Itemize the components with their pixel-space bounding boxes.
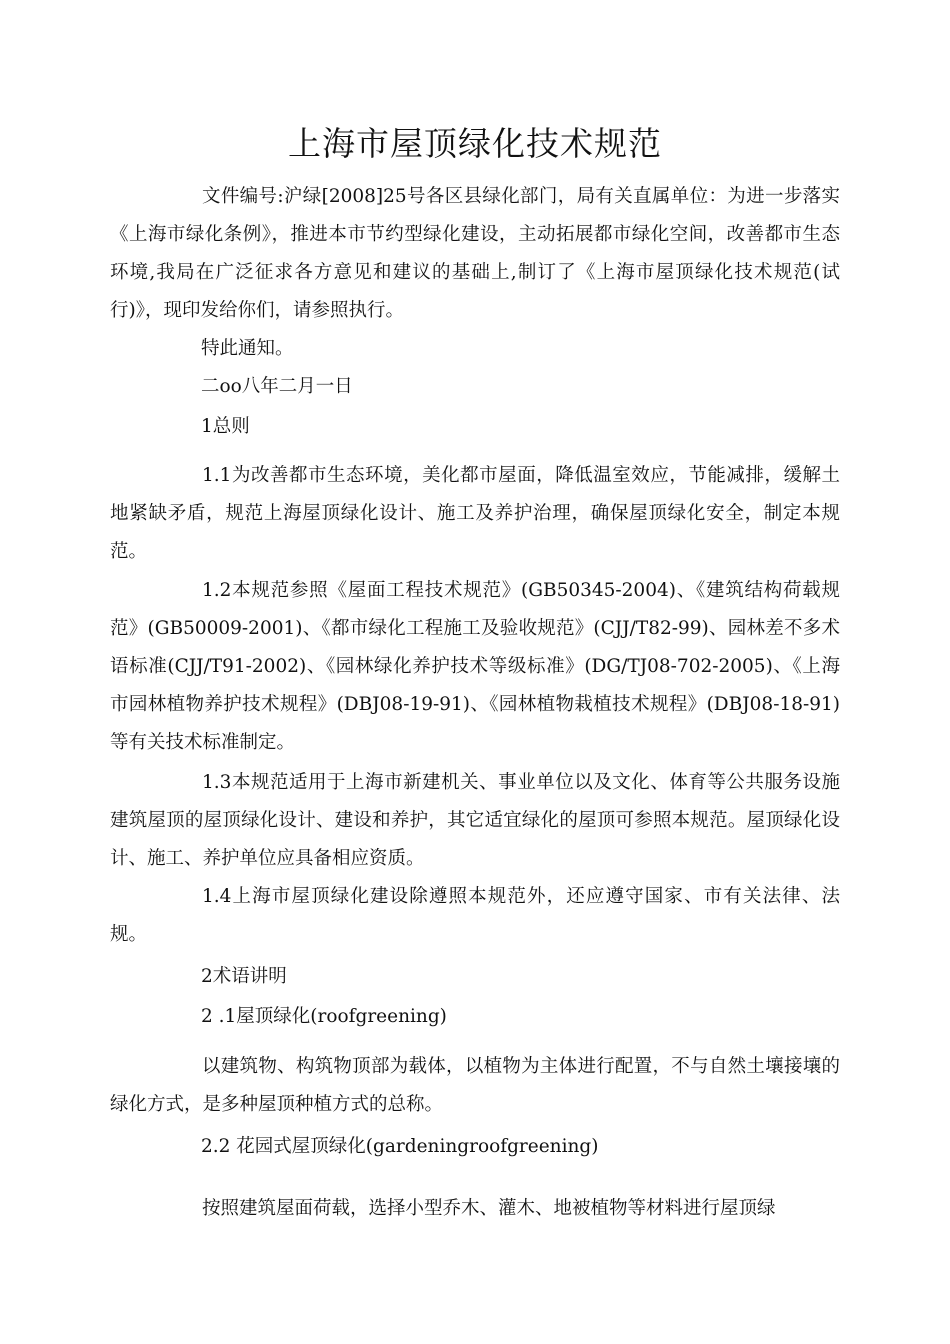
definition-2-1: 以建筑物、构筑物顶部为载体，以植物为主体进行配置，不与自然土壤接壤的绿化方式，是多种屋顶种植方式的总称。 (110, 1056, 840, 1115)
term-2-2: 2.2 花园式屋顶绿化(gardeningroofgreening) (201, 1136, 599, 1157)
document-title: 上海市屋顶绿化技术规范 (288, 124, 662, 163)
definition-2-2: 按照建筑屋面荷载，选择小型乔木、灌木、地被植物等材料进行屋顶绿 (202, 1198, 776, 1219)
paragraph-1-3: 1.3本规范适用于上海市新建机关、事业单位以及文化、体育等公共服务设施建筑屋顶的屋顶绿化设计、建设和养护，其它适宜绿化的屋顶可参照本规范。屋顶绿化设计、施工、养护单位应具备相应资质。 (110, 772, 840, 869)
section-2-heading: 2术语讲明 (201, 966, 287, 987)
date-line: 二oo八年二月一日 (201, 376, 353, 397)
intro-paragraph: 文件编号:沪绿[2008]25号各区县绿化部门，局有关直属单位：为进一步落实《上海市绿化条例》，推进本市节约型绿化建设，主动拓展都市绿化空间，改善都市生态环境,我局在广泛征求各方意见和建议的基础上,制订了《上海市屋顶绿化技术规范(试行)》，现印发给你们，请参照执行。 (110, 186, 840, 321)
section-1-heading: 1总则 (201, 416, 250, 437)
notice-line: 特此通知。 (201, 338, 294, 359)
paragraph-1-1: 1.1为改善都市生态环境，美化都市屋面，降低温室效应，节能减排，缓解土地紧缺矛盾，规范上海屋顶绿化设计、施工及养护治理，确保屋顶绿化安全，制定本规范。 (110, 465, 840, 562)
paragraph-1-4: 1.4上海市屋顶绿化建设除遵照本规范外，还应遵守国家、市有关法律、法规。 (110, 886, 840, 945)
paragraph-1-2: 1.2本规范参照《屋面工程技术规范》(GB50345-2004)、《建筑结构荷载规范》(GB50009-2001)、《都市绿化工程施工及验收规范》(CJJ/T82-99)、园林差不多术语标准(CJJ/T91-2002)、《园林绿化养护技术等级标准》(DG/TJ08-702-2005)、《上海市园林植物养护技术规程》(DBJ08-19-91)、《园林植物栽植技术规程》(DBJ08-18-91)等有关技术标准制定。 (110, 580, 840, 753)
term-2-1: 2 .1屋顶绿化(roofgreening) (201, 1006, 447, 1027)
